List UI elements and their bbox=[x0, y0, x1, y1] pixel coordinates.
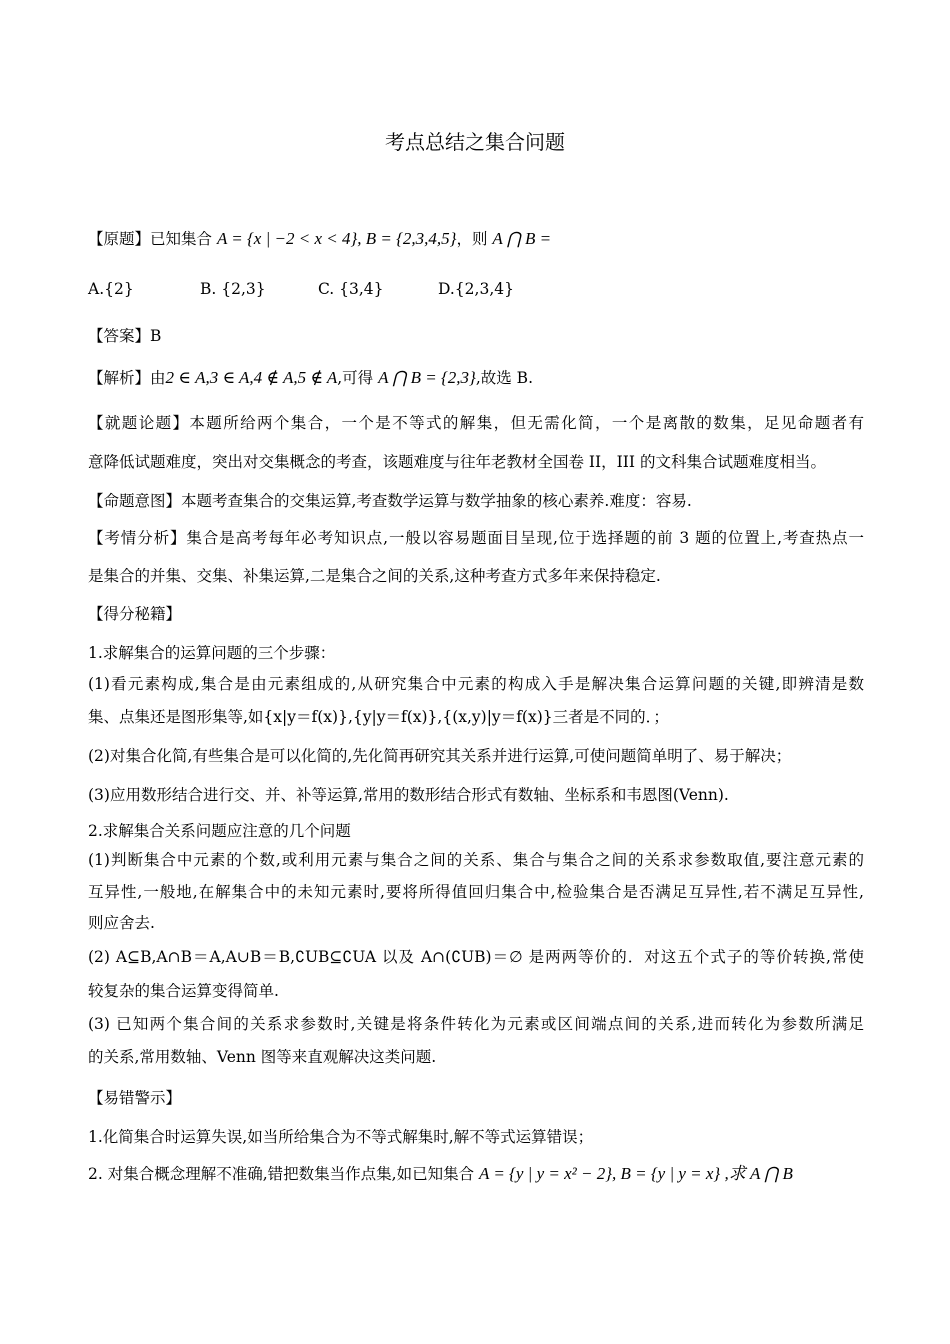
analysis-post: ,故选 B. bbox=[475, 369, 533, 387]
analysis-formula-2: A ⋂ B = {2,3} bbox=[378, 368, 476, 387]
question-tag: 【原题】 bbox=[88, 230, 151, 248]
analysis-situation-line-2: 是集合的并集、交集、补集运算,二是集合之间的关系,这种考查方式多年来保持稳定. bbox=[88, 567, 661, 585]
page-title: 考点总结之集合问题 bbox=[385, 130, 565, 154]
question-tail: A ⋂ B = bbox=[492, 229, 552, 248]
analysis-tag: 【解析】 bbox=[88, 369, 151, 387]
option-a: A.{2} bbox=[88, 280, 134, 298]
analysis-pre: 由 bbox=[150, 369, 166, 387]
tips-line-12: (3) 已知两个集合间的关系求参数时,关键是将条件转化为元素或区间端点间的关系,进而转化为参数所满足 bbox=[88, 1015, 864, 1033]
option-d: D.{2,3,4} bbox=[438, 280, 514, 298]
option-b: B. {2,3} bbox=[200, 280, 266, 298]
tips-line-9: 则应舍去. bbox=[88, 914, 155, 932]
tips-line-11: 较复杂的集合运算变得简单. bbox=[88, 982, 279, 1000]
tips-line-7: (1)判断集合中元素的个数,或利用元素与集合之间的关系、集合与集合之间的关系求参数取值,要注意元素的 bbox=[88, 851, 864, 869]
tips-line-1: 1.求解集合的运算问题的三个步骤： bbox=[88, 644, 336, 662]
analysis-formula: 2 ∈ A,3 ∈ A,4 ∉ A,5 ∉ A bbox=[165, 368, 338, 387]
answer-line: 【答案】B bbox=[88, 327, 162, 345]
warning-line-2 bbox=[88, 1163, 793, 1185]
warning-line-1: 1.化简集合时运算失误,如当所给集合为不等式解集时,解不等式运算错误； bbox=[88, 1128, 594, 1146]
discussion-line-2: 意降低试题难度，突出对交集概念的考查，该题难度与往年老教材全国卷 II，III 的文科集合试题难度相当。 bbox=[88, 453, 826, 471]
tips-line-4: (2)对集合化简,有些集合是可以化简的,先化简再研究其关系并进行运算,可使问题简单明了、易于解决； bbox=[88, 747, 792, 765]
warning-line-2-text: 2. 对集合概念理解不准确,错把数集当作点集,如已知集合 bbox=[88, 1165, 479, 1183]
warning-formula: A = {y | y = x² − 2}, B = {y | y = x} bbox=[479, 1164, 721, 1183]
tips-line-2: (1)看元素构成,集合是由元素组成的,从研究集合中元素的构成入手是解决集合运算问题的关键,即辨清是数 bbox=[88, 675, 864, 693]
question-formula: A = {x | −2 < x < 4}, B = {2,3,4,5} bbox=[216, 229, 457, 248]
discussion-line-1: 【就题论题】本题所给两个集合，一个是不等式的解集，但无需化简，一个是离散的数集，足见命题者有 bbox=[88, 414, 864, 432]
intent-line: 【命题意图】本题考查集合的交集运算,考查数学运算与数学抽象的核心素养.难度：容易. bbox=[88, 492, 692, 510]
tips-line-13: 的关系,常用数轴、Venn 图等来直观解决这类问题. bbox=[88, 1048, 437, 1066]
tips-heading: 【得分秘籍】 bbox=[88, 605, 182, 623]
analysis-mid: ,可得 bbox=[337, 369, 379, 387]
warning-heading: 【易错警示】 bbox=[88, 1089, 182, 1107]
tips-line-8: 互异性,一般地,在解集合中的未知元素时,要将所得值回归集合中,检验集合是否满足互异性,若不满足互异性, bbox=[88, 883, 864, 901]
question-suffix: ，则 bbox=[456, 230, 493, 248]
tips-line-10: (2) A⊆B,A∩B＝A,A∪B＝B,∁UB⊆∁UA 以及 A∩(∁UB)＝∅ 是两两等价的．对这五个式子的等价转换,常使 bbox=[88, 948, 864, 966]
analysis-situation-line-1: 【考情分析】集合是高考每年必考知识点,一般以容易题面目呈现,位于选择题的前 3 题的位置上,考查热点一 bbox=[88, 529, 864, 547]
tips-line-5: (3)应用数形结合进行交、并、补等运算,常用的数形结合形式有数轴、坐标系和韦恩图(Venn). bbox=[88, 786, 729, 804]
question-line bbox=[88, 228, 551, 250]
option-c: C. {3,4} bbox=[318, 280, 384, 298]
tips-line-6: 2.求解集合关系问题应注意的几个问题 bbox=[88, 822, 351, 840]
analysis-line bbox=[88, 367, 533, 389]
warning-line-2-tail: ,求 A ⋂ B bbox=[720, 1164, 793, 1183]
tips-line-3: 集、点集还是图形集等,如{x|y＝f(x)},{y|y＝f(x)},{(x,y)|y＝f(x)}三者是不同的．； bbox=[88, 708, 669, 726]
question-prefix: 已知集合 bbox=[150, 230, 217, 248]
